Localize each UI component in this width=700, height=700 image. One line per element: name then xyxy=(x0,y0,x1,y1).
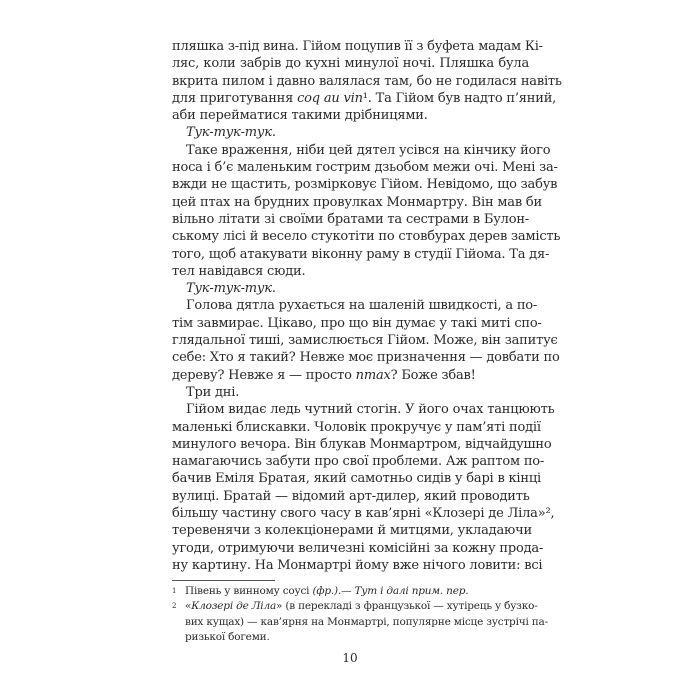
text-line xyxy=(172,107,529,124)
text-segment: ? Боже збав! xyxy=(390,367,476,383)
text-line xyxy=(172,55,529,72)
text-line xyxy=(172,470,541,487)
text-line xyxy=(172,315,542,332)
text-line xyxy=(172,211,529,228)
text-segment: того, щоб атакувати віконну раму в студії Гійома. Та дя- xyxy=(172,246,550,262)
italic-text: птах xyxy=(355,367,391,383)
text-segment: угоди, отримуючи величезні комісійні за кожну прода- xyxy=(172,540,544,556)
text-segment: вулиці. Братай — відомий арт-дилер, який проводить xyxy=(172,488,530,504)
text-line xyxy=(172,194,542,211)
text-line xyxy=(172,384,529,401)
text-segment: Півень у винному соусі xyxy=(185,585,313,597)
text-segment: для приготування xyxy=(172,90,298,106)
text-line xyxy=(172,73,562,90)
text-segment: більшу частину свого часу в кав’ярні «Клозері де Ліла»², xyxy=(172,506,555,522)
text-segment: вих кущах) — кав’ярня на Монмартрі, популярне місце зустрічі па- xyxy=(185,615,548,628)
text-line xyxy=(172,367,529,384)
text-segment: минулого вечора. Він блукав Монмартром, відчайдушно xyxy=(172,436,552,452)
text-segment: Голова дятла рухається на шаленій швидкості, а по- xyxy=(186,298,538,314)
italic-text: Тук-тук-тук. xyxy=(186,125,276,141)
footnote-line xyxy=(172,599,538,614)
italic-text: coq au vin xyxy=(297,90,363,106)
text-line xyxy=(172,297,538,314)
text-segment: маленькі блискавки. Чоловік прокручує у пам’яті події xyxy=(172,419,541,435)
text-segment: аби перейматися такими дрібницями. xyxy=(172,108,428,124)
text-segment: дереву? Невже я — просто xyxy=(172,367,356,383)
text-segment: глядальної тиші, замислюється Гійом. Може, він запитує xyxy=(172,333,558,349)
text-line xyxy=(172,505,555,522)
text-segment: « xyxy=(185,600,192,613)
italic-text: (фр.).— Тут і далі прим. пер. xyxy=(312,585,469,597)
text-line xyxy=(172,540,544,557)
text-line xyxy=(172,453,545,470)
italic-text: Клозері де Ліла xyxy=(191,600,276,613)
text-line xyxy=(172,228,561,245)
text-segment: Три дні. xyxy=(186,384,240,400)
text-line xyxy=(172,557,543,574)
text-segment: Таке враження, ніби цей дятел усівся на кінчику його xyxy=(186,142,551,158)
text-segment: носа і б’є маленьким гострим дзьобом межи очі. Мені за- xyxy=(172,160,558,176)
text-line xyxy=(172,90,557,107)
text-segment: ляс, коли забрів до кухні минулої ночі. Пляшка була xyxy=(172,56,529,72)
text-line xyxy=(172,280,529,297)
text-line xyxy=(172,522,532,539)
text-segment: вільно літати зі своїми братами та сестрами в Булон- xyxy=(172,211,529,227)
footnote-marker: 2 xyxy=(172,602,177,611)
text-line xyxy=(172,176,558,193)
text-segment: пляшка з-під вина. Гійом поцупив її з буфета мадам Кі- xyxy=(172,39,543,54)
footnote-divider xyxy=(172,580,275,581)
text-line xyxy=(172,401,555,418)
text-segment: цей птах на брудних провулках Монмартру. Він мав би xyxy=(172,194,542,210)
text-line xyxy=(172,419,541,436)
text-line xyxy=(172,263,529,280)
footnote-marker: 1 xyxy=(172,587,177,595)
text-line xyxy=(172,38,543,55)
text-line xyxy=(172,159,558,176)
text-segment: вжди не щастить, розмірковує Гійом. Невідомо, що забув xyxy=(172,177,558,193)
text-line xyxy=(172,332,558,349)
footnote-line xyxy=(172,615,548,630)
text-line xyxy=(172,436,552,453)
text-line xyxy=(172,349,560,366)
text-segment: вкрита пилом і давно валялася там, бо не годилася навіть xyxy=(172,73,562,89)
text-segment: ризької богеми. xyxy=(185,630,270,643)
text-segment: намагаючись забути про свої проблеми. Аж раптом по- xyxy=(172,454,545,470)
text-segment: » (в перекладі з французької — хутірець у бузко- xyxy=(276,600,538,613)
text-segment: Гійом видає ледь чутний стогін. У його очах танцюють xyxy=(186,402,555,418)
text-segment: ¹. Та Гійом був надто п’яний, xyxy=(362,90,557,106)
text-segment: ну картину. На Монмартрі йому вже нічого ловити: всі xyxy=(172,557,543,573)
footnotes xyxy=(172,584,548,645)
text-line xyxy=(172,142,551,159)
text-segment: себе: Хто я такий? Невже моє призначення — довбати по xyxy=(172,350,560,366)
text-segment: бачив Еміля Братая, який самотньо сидів у барі в кінці xyxy=(172,471,541,487)
text-segment: теревенячи з колекціонерами й митцями, укладаючи xyxy=(172,523,532,539)
text-line xyxy=(172,488,529,505)
text-line xyxy=(172,246,550,263)
text-segment: ському лісі й весело стукотіти по стовбурах дерев замість xyxy=(172,229,561,245)
text-segment: тел навідався сюди. xyxy=(172,263,306,279)
page-number: 10 xyxy=(342,651,358,665)
text-line xyxy=(172,124,529,141)
footnote-line xyxy=(172,584,529,599)
body-text xyxy=(172,38,562,574)
text-segment: тім завмирає. Цікаво, про що він думає у такі миті спо- xyxy=(172,315,542,331)
italic-text: Тук-тук-тук. xyxy=(186,281,276,297)
footnote-line xyxy=(172,630,529,645)
